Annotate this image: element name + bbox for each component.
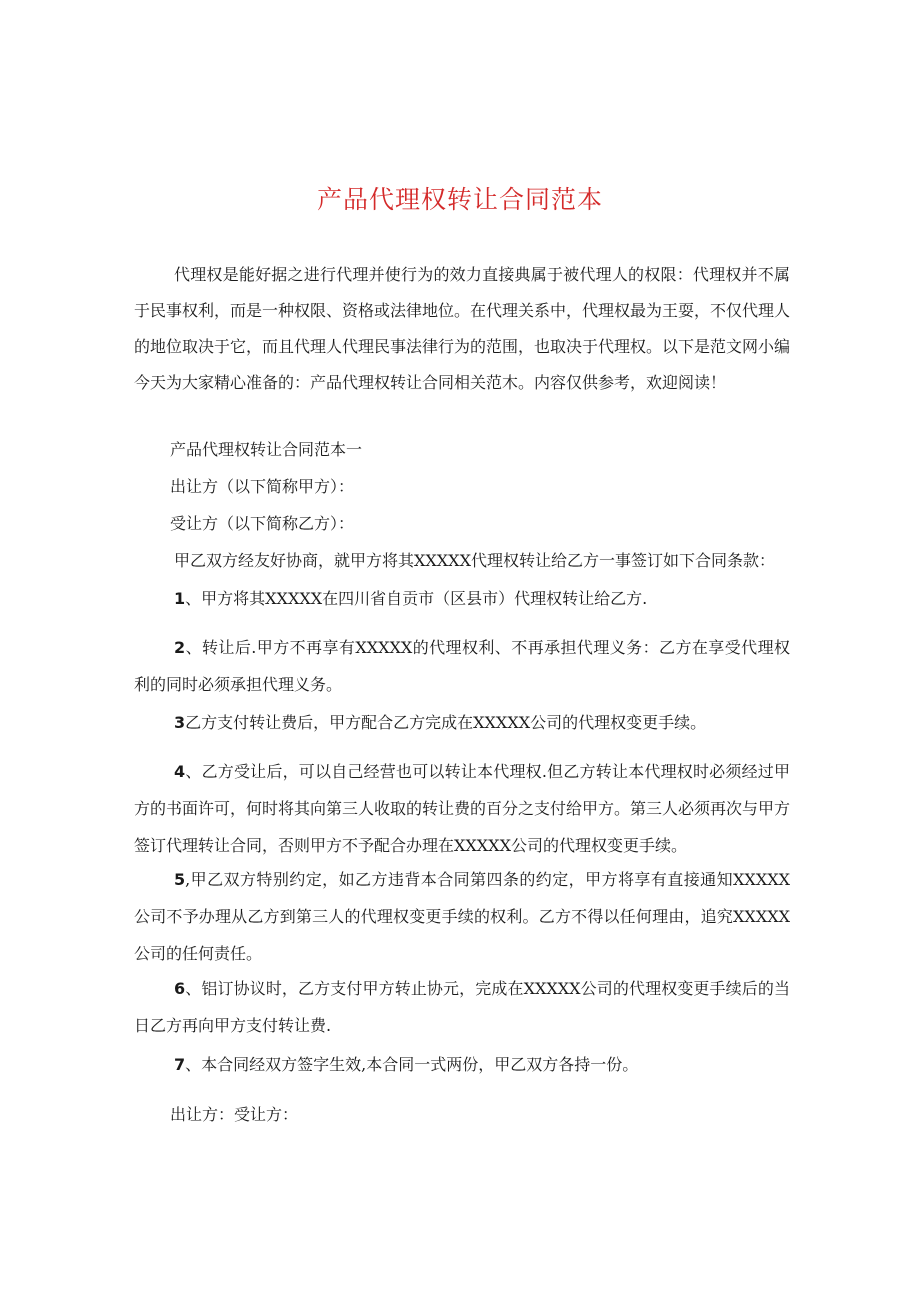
clause-text: 甲方将其XXXXX在四川省自贡市（区县市）代理权转让给乙方.: [201, 589, 648, 608]
clause-number: 2: [174, 638, 186, 657]
party-a-line: 出让方（以下简称甲方）：: [170, 477, 355, 496]
clause-text: 乙方支付转让费后，甲方配合乙方完成在XXXXX公司的代理权变更手续。: [185, 713, 707, 732]
clause-text: 铝订协议时，乙方支付甲方转止协元，完成在XXXXX公司的代理权变更手续后的当日乙方再向甲方支付转让费.: [134, 979, 790, 1035]
clause-number: 7: [174, 1055, 186, 1074]
clause-6: [134, 970, 790, 1044]
clause-separator: 、: [185, 589, 202, 608]
signature-line: 出让方：受让方：: [170, 1105, 299, 1124]
clause-4: [134, 753, 790, 864]
clause-text: 甲乙双方特别约定，如乙方违背本合同第四条的约定，甲方将享有直接通知XXXXX公司不予办理从乙方到第三人的代理权变更手续的权利。乙方不得以任何理由，追究XXXXX公司的任何责任。: [134, 870, 790, 963]
clause-number: 1: [174, 589, 186, 608]
clause-7: [134, 1046, 790, 1083]
clause-number: 3: [174, 713, 186, 732]
clause-2: [134, 629, 790, 703]
clause-text: 本合同经双方签字生效,本合同一式两份，甲乙双方各持一份。: [201, 1055, 639, 1074]
clause-separator: 、: [185, 979, 202, 998]
section-heading: 产品代理权转让合同范本一: [170, 440, 363, 459]
clause-number: 4: [174, 762, 186, 781]
document-title: 产品代理权转让合同范本: [316, 185, 603, 214]
clause-3: [134, 704, 790, 741]
clause-separator: 、: [185, 638, 202, 657]
clause-text: 转让后.甲方不再享有XXXXX的代理权利、不再承担代理义务：乙方在享受代理权利的同时必须承担代理义务。: [134, 638, 790, 694]
preamble: 甲乙双方经友好协商，就甲方将其XXXXX代理权转让给乙方一事签订如下合同条款：: [174, 551, 775, 570]
clause-separator: 、: [185, 762, 202, 781]
clause-separator: ,: [185, 870, 191, 889]
intro-paragraph: 代理权是能好据之进行代理并使行为的效力直接典属于被代理人的权限：代理权并不属于民事权利，而是一种权限、资格或法律地位。在代理关系中，代理权最为王耍，不仅代理人的地位取决于它，而且代理人代理民事法律行为的范围，也取决于代理权。以下是范文网小编今天为大家精心准备的：产品代理权转让合同相关范木。内容仅供参考，欢迎阅读！: [134, 265, 791, 392]
clause-5: [134, 861, 790, 972]
clause-text: 乙方受让后，可以自己经营也可以转让本代理权.但乙方转让本代理权时必须经过甲方的书面许可，何时将其向第三人收取的转让费的百分之支付给甲方。第三人必须再次与甲方签订代理转让合同，否则甲方不予配合办理在XXXXX公司的代理权变更手续。: [134, 762, 791, 855]
party-b-line: 受让方（以下简称乙方）：: [170, 514, 355, 533]
clause-1: [134, 580, 790, 617]
clause-separator: 、: [185, 1055, 202, 1074]
clause-number: 6: [174, 979, 186, 998]
clause-number: 5: [174, 870, 186, 889]
